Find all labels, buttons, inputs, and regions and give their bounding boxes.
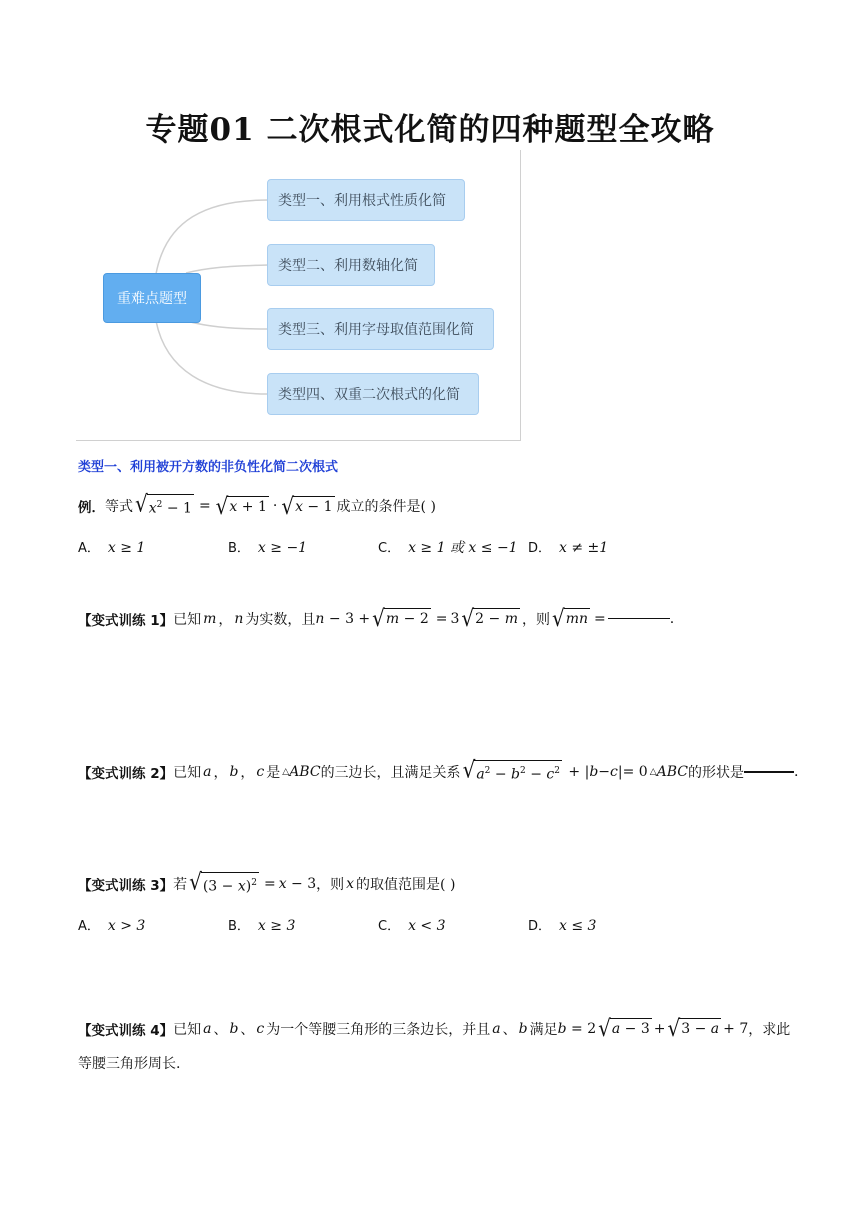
q2-label: 【变式训练 2】 [78,766,174,783]
page-title: 专题01 二次根式化简的四种题型全攻略 [145,112,715,148]
q2-answer-blank[interactable] [744,771,794,773]
q4-label: 【变式训练 4】 [78,1022,174,1039]
mindmap-branch-2: 类型二、利用数轴化简 [267,244,435,286]
q3-option-b[interactable]: B． x ≥ 3 [228,918,296,934]
mindmap-root: 重难点题型 [103,273,201,323]
example-pre: 等式 [105,499,133,516]
q1-formula: n − 3 + √ m − 2 = 3 √ 2 − m [315,604,518,632]
mindmap-branch-3: 类型三、利用字母取值范围化简 [267,308,494,350]
connector-1 [156,200,268,274]
example-formula: √ $x^2 - 1$ = √ x + 1 · √ x − 1 [135,489,333,520]
example-label: 例． [78,500,105,517]
q1-answer-blank[interactable] [608,618,670,619]
example-post: 成立的条件是( ) [336,499,436,516]
q3-option-c[interactable]: C． x < 3 [378,918,446,934]
q3-option-d[interactable]: D． x ≤ 3 [528,918,597,934]
section-heading: 类型一、利用被开方数的非负性化简二次根式 [78,460,339,475]
example-option-d[interactable]: D． x ≠ ±1 [528,540,609,556]
q1-label: 【变式训练 1】 [78,612,174,629]
q1-question: 【变式训练 1】 已知 m ， n 为实数，且 n − 3 + √ m − 2 = 3 √ 2 − m ，则 √ mn = . [78,604,675,632]
q4-question: 【变式训练 4】 已知 a 、 b 、 c 为一个等腰三角形的三条边长，并且 a 、 b 满足 b = 2 √ a − 3 + √ 3 − a + 7 ，求此 [78,1014,791,1042]
q3-option-a[interactable]: A． x > 3 [78,918,146,934]
q2-formula: √ $a^2 - b^2 - c^2$ + | b − c |= 0 [462,755,648,784]
mindmap-branch-1: 类型一、利用根式性质化简 [267,179,465,221]
q4-formula: b = 2 √ a − 3 + √ 3 − a + 7 [557,1014,749,1042]
example-option-a[interactable]: A． x ≥ 1 [78,540,146,556]
example-question [78,489,436,520]
mindmap-branch-4: 类型四、双重二次根式的化简 [267,373,479,415]
q4-line2: 等腰三角形周长. [78,1056,181,1072]
q3-question: 【变式训练 3】 若 √ $(3 - x)^2$ = x − 3 ，则 x 的取值范围是( ) [78,867,456,896]
q3-label: 【变式训练 3】 [78,878,174,895]
example-option-c[interactable]: C． x ≥ 1 或 x ≤ −1 [378,540,518,556]
q3-formula: √ $(3 - x)^2$ = x − 3 [189,867,317,896]
connector-2 [186,265,268,273]
q2-question: 【变式训练 2】 已知 a ， b ， c 是 △ ABC 的三边长，且满足关系 √ $a^2 - b^2 - c^2$ + | b − c |= 0 △ ABC 的形状是 . [78,755,799,784]
connector-4 [156,321,268,394]
example-option-b[interactable]: B． x ≥ −1 [228,540,308,556]
